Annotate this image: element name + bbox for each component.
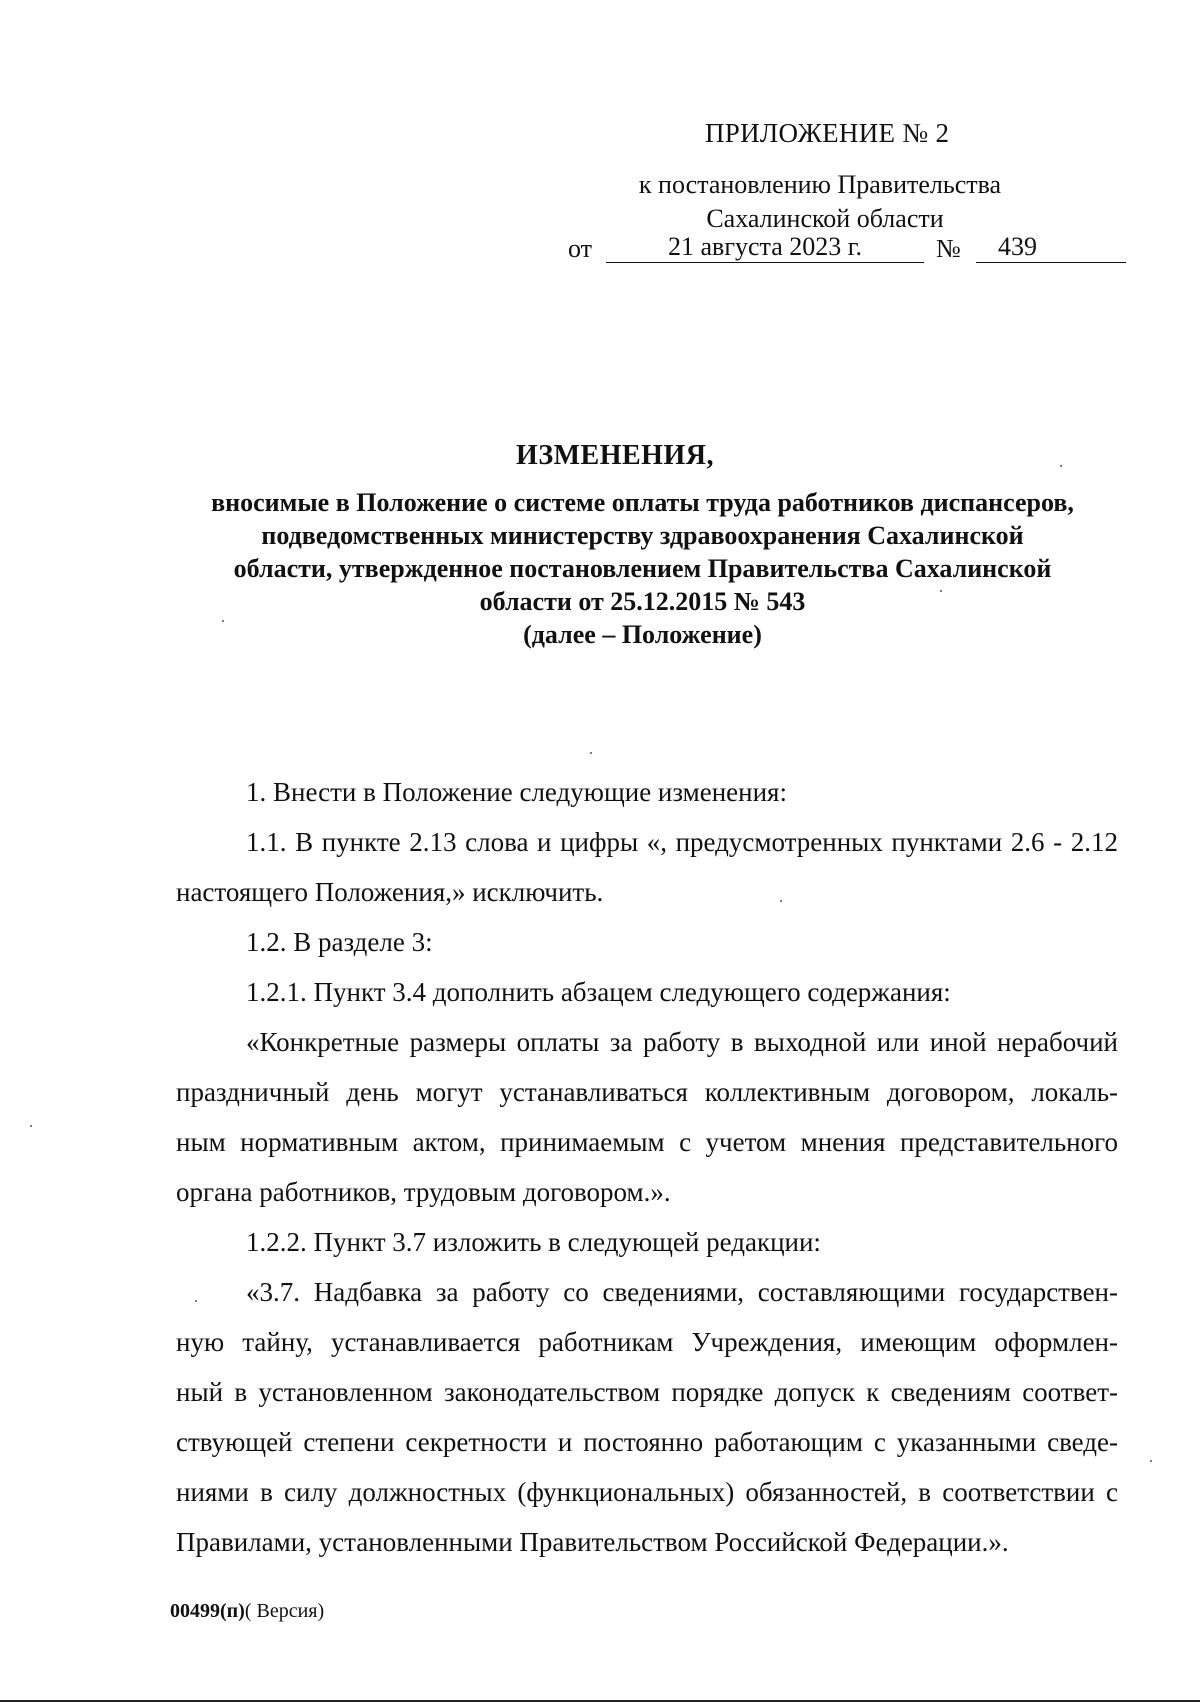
paragraph-line: 1.1. В пункте 2.13 слова и цифры «, предусмотренных пунктами 2.6 - 2.12 bbox=[246, 827, 1118, 857]
bottom-edge-line bbox=[0, 1700, 1200, 1702]
document-title: ИЗМЕНЕНИЯ, bbox=[516, 440, 714, 471]
paragraph-1-1 bbox=[176, 817, 1118, 917]
paragraph-line: ный в установленном законодательством порядке допуск к сведениям соответ- bbox=[176, 1377, 1118, 1407]
paragraph-quote-3-7 bbox=[176, 1267, 1118, 1567]
footer-code bbox=[170, 1600, 324, 1623]
paragraph-line: Правилами, установленными Правительством Российской Федерации.». bbox=[176, 1527, 1009, 1557]
scan-speck bbox=[195, 1300, 197, 1302]
paragraph-1-2-2: 1.2.2. Пункт 3.7 изложить в следующей редакции: bbox=[246, 1227, 821, 1257]
scan-speck bbox=[30, 1125, 32, 1127]
paragraph-line: ную тайну, устанавливается работникам Учреждения, имеющим оформлен- bbox=[176, 1327, 1118, 1357]
appendix-ref-line-2: Сахалинской области bbox=[706, 204, 944, 233]
scan-speck bbox=[590, 752, 592, 754]
paragraph-1-2-1: 1.2.1. Пункт 3.4 дополнить абзацем следующего содержания: bbox=[246, 977, 951, 1007]
scan-speck bbox=[1150, 1460, 1152, 1462]
scan-speck bbox=[222, 620, 224, 622]
scan-speck bbox=[940, 590, 942, 592]
date-value: 21 августа 2023 г. bbox=[606, 232, 924, 263]
paragraph-line: праздничный день могут устанавливаться коллективным договором, локаль- bbox=[176, 1077, 1118, 1107]
document-code: 00499(п) bbox=[170, 1600, 245, 1622]
subtitle-line: подведомственных министерству здравоохранения Сахалинской bbox=[261, 521, 1024, 550]
number-sign: № bbox=[936, 234, 961, 263]
paragraph-line: ным нормативным актом, принимаемым с учетом мнения представительного bbox=[176, 1127, 1118, 1157]
subtitle-line: области от 25.12.2015 № 543 bbox=[479, 587, 806, 616]
number-value: 439 bbox=[976, 232, 1126, 263]
paragraph-line: настоящего Положения,» исключить. bbox=[176, 877, 604, 907]
scan-speck bbox=[1060, 465, 1062, 467]
paragraph-line: органа работников, трудовым договором.». bbox=[176, 1177, 671, 1207]
paragraph-line: ствующей степени секретности и постоянно работающим с указанными сведе- bbox=[176, 1427, 1118, 1457]
scan-speck bbox=[780, 900, 782, 902]
paragraph-1: 1. Внести в Положение следующие изменения: bbox=[246, 777, 787, 807]
appendix-ref-line-1: к постановлению Правительства bbox=[638, 170, 1002, 199]
document-subtitle bbox=[170, 486, 1115, 651]
paragraph-line: «3.7. Надбавка за работу со сведениями, составляющими государствен- bbox=[246, 1277, 1118, 1307]
paragraph-line: «Конкретные размеры оплаты за работу в выходной или иной нерабочий bbox=[246, 1027, 1118, 1057]
appendix-title: ПРИЛОЖЕНИЕ № 2 bbox=[705, 118, 950, 148]
paragraph-line: ниями в силу должностных (функциональных) обязанностей, в соответствии с bbox=[176, 1477, 1118, 1507]
document-body bbox=[176, 767, 1118, 1567]
document-version: ( Версия) bbox=[244, 1600, 325, 1622]
subtitle-line: вносимые в Положение о системе оплаты труда работников диспансеров, bbox=[211, 488, 1074, 517]
subtitle-line: области, утвержденное постановлением Правительства Сахалинской bbox=[233, 554, 1052, 583]
paragraph-1-2: 1.2. В разделе 3: bbox=[246, 927, 433, 957]
paragraph-quote-3-4 bbox=[176, 1017, 1118, 1217]
date-prefix: от bbox=[568, 234, 593, 263]
subtitle-line: (далее – Положение) bbox=[523, 620, 762, 649]
